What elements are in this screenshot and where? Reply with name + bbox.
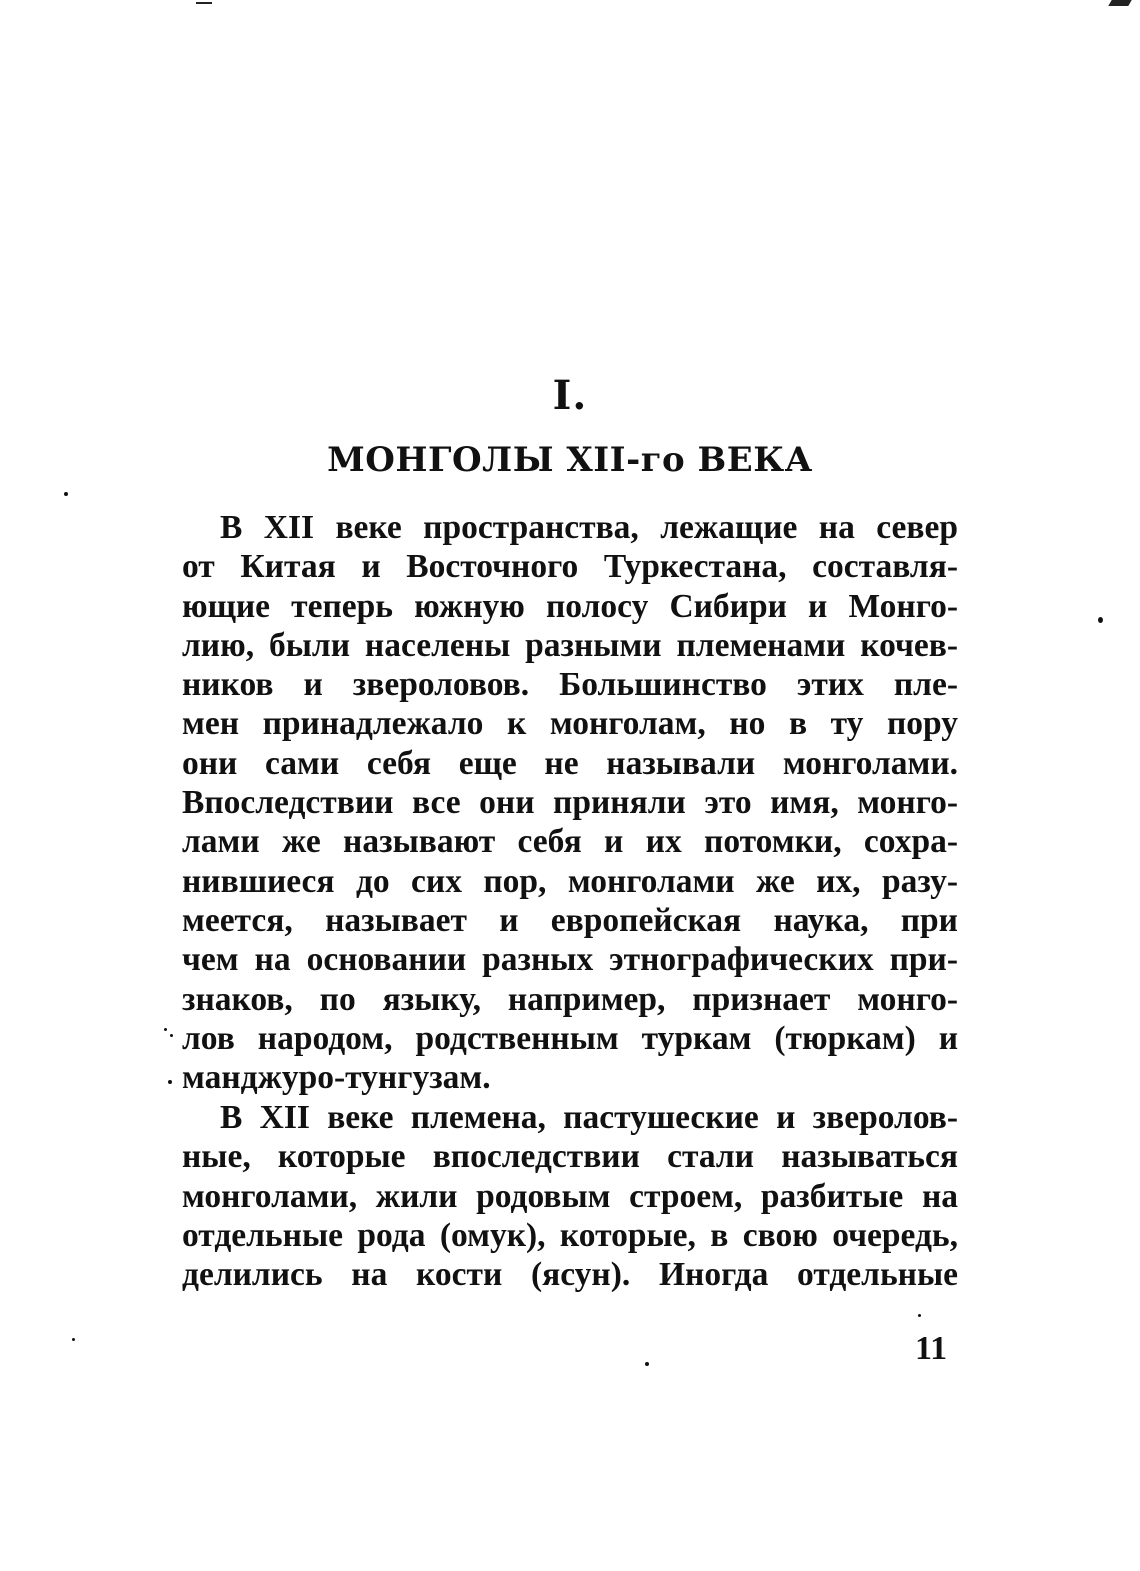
text-line: нившиеся до сих пор, монголами же их, разу- bbox=[182, 862, 958, 900]
text-line: отдельные рода (омук), которые, в свою очередь, bbox=[182, 1216, 958, 1254]
scan-speck bbox=[64, 492, 68, 496]
text-line: делились на кости (ясун). Иногда отдельные bbox=[182, 1256, 958, 1294]
scan-speck bbox=[645, 1362, 649, 1366]
chapter-title: МОНГОЛЫ XII-го ВЕКА bbox=[327, 440, 813, 480]
scan-edge-mark-top bbox=[196, 2, 212, 4]
text-line: ные, которые впоследствии стали называться bbox=[182, 1138, 958, 1176]
text-line: мен принадлежало к монголам, но в ту пору bbox=[182, 705, 958, 743]
scan-speck bbox=[1098, 617, 1103, 623]
paragraph-2 bbox=[182, 1098, 958, 1294]
scan-speck bbox=[72, 1338, 75, 1341]
text-line: Впоследствии все они приняли это имя, монго- bbox=[182, 784, 958, 822]
text-line: от Китая и Восточного Туркестана, составля- bbox=[182, 548, 958, 586]
scan-speck bbox=[170, 1034, 173, 1037]
text-line: манджуро-тунгузам. bbox=[182, 1059, 491, 1097]
text-line: ющие теперь южную полосу Сибири и Монго- bbox=[182, 587, 958, 625]
scan-edge-mark-corner bbox=[1108, 0, 1131, 6]
scan-speck bbox=[918, 1314, 921, 1317]
text-line: лию, были населены разными племенами кочев- bbox=[182, 626, 958, 664]
paragraph-1 bbox=[182, 508, 958, 1097]
scan-speck bbox=[168, 1080, 172, 1084]
text-line: меется, называет и европейская наука, при bbox=[182, 901, 958, 939]
text-line: ников и звероловов. Большинство этих пле- bbox=[182, 666, 958, 704]
page-number: 11 bbox=[915, 1330, 948, 1367]
text-line: В XII веке племена, пастушеские и зверолов- bbox=[220, 1099, 958, 1136]
text-line: знаков, по языку, например, признает монго- bbox=[182, 980, 958, 1018]
text-line: монголами, жили родовым строем, разбитые на bbox=[182, 1177, 958, 1215]
scan-speck bbox=[164, 1028, 167, 1031]
chapter-number: I. bbox=[552, 372, 588, 419]
text-line: чем на основании разных этнографических при- bbox=[182, 941, 958, 979]
text-line: лами же называют себя и их потомки, сохра- bbox=[182, 823, 958, 861]
text-line: В XII веке пространства, лежащие на север bbox=[220, 509, 958, 546]
text-line: они сами себя еще не называли монголами. bbox=[182, 744, 958, 782]
text-line: лов народом, родственным туркам (тюркам) и bbox=[182, 1019, 958, 1057]
